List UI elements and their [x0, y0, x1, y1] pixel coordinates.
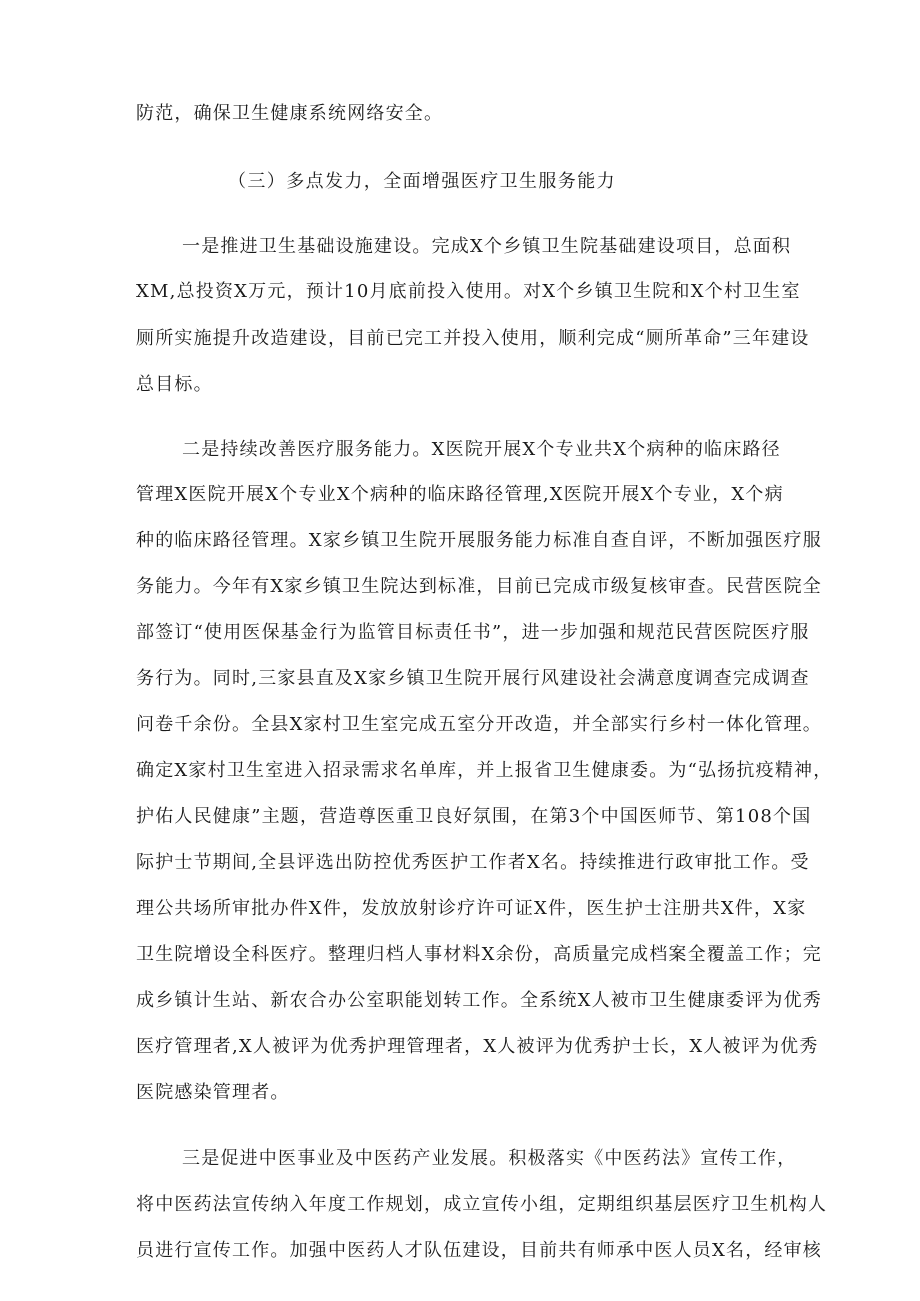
- paragraph-line: 医院感染管理者。: [136, 1082, 290, 1103]
- paragraph-line: 确定X家村卫生室进入招录需求名单库，并上报省卫生健康委。为“弘扬抗疫精神，: [136, 760, 833, 781]
- paragraph-line: 务行为。同时,三家县直及X家乡镇卫生院开展行风建设社会满意度调查完成调查: [136, 668, 810, 689]
- paragraph-line: 厕所实施提升改造建设，目前已完工并投入使用，顺利完成“厕所革命”三年建设: [136, 328, 810, 349]
- paragraph-line: 将中医药法宣传纳入年度工作规划，成立宣传小组，定期组织基层医疗卫生机构人: [136, 1194, 828, 1215]
- paragraph-line: 成乡镇计生站、新农合办公室职能划转工作。全系统X人被市卫生健康委评为优秀: [136, 990, 823, 1011]
- paragraph-line: 一是推进卫生基础设施建设。完成X个乡镇卫生院基础建设项目，总面积: [182, 236, 792, 257]
- paragraph-line: 务能力。今年有X家乡镇卫生院达到标准，目前已完成市级复核审查。民营医院全: [136, 576, 823, 597]
- paragraph-line: 种的临床路径管理。X家乡镇卫生院开展服务能力标准自查自评，不断加强医疗服: [136, 530, 823, 551]
- paragraph-line: 总目标。: [136, 374, 213, 395]
- paragraph-line: 三是促进中医事业及中医药产业发展。积极落实《中医药法》宣传工作，: [182, 1148, 797, 1169]
- section-heading: （三）多点发力，全面增强医疗卫生服务能力: [228, 171, 616, 192]
- paragraph-line: 际护士节期间,全县评选出防控优秀医护工作者X名。持续推进行政审批工作。受: [136, 852, 810, 873]
- paragraph-line: 防范，确保卫生健康系统网络安全。: [136, 103, 444, 124]
- paragraph-line: 护佑人民健康”主题，营造尊医重卫良好氛围，在第3个中国医师节、第108个国: [136, 806, 812, 827]
- paragraph-line: 员进行宣传工作。加强中医药人才队伍建设，目前共有师承中医人员X名，经审核: [136, 1240, 823, 1261]
- paragraph-line: 卫生院增设全科医疗。整理归档人事材料X余份，高质量完成档案全覆盖工作；完: [136, 944, 823, 965]
- paragraph-line: XM,总投资X万元，预计10月底前投入使用。对X个乡镇卫生院和X个村卫生室: [136, 281, 801, 302]
- paragraph-line: 医疗管理者,X人被评为优秀护理管理者，X人被评为优秀护士长，X人被评为优秀: [136, 1036, 819, 1057]
- paragraph-line: 二是持续改善医疗服务能力。X医院开展X个专业共X个病种的临床路径: [182, 439, 781, 460]
- paragraph-line: 问卷千余份。全县X家村卫生室完成五室分开改造，并全部实行乡村一体化管理。: [136, 714, 823, 735]
- paragraph-line: 部签订“使用医保基金行为监管目标责任书”，进一步加强和规范民营医院医疗服: [136, 622, 810, 643]
- paragraph-line: 理公共场所审批办件X件，发放放射诊疗许可证X件，医生护士注册共X件，X家: [136, 898, 807, 919]
- paragraph-line: 管理X医院开展X个专业X个病种的临床路径管理,X医院开展X个专业，X个病: [136, 484, 784, 505]
